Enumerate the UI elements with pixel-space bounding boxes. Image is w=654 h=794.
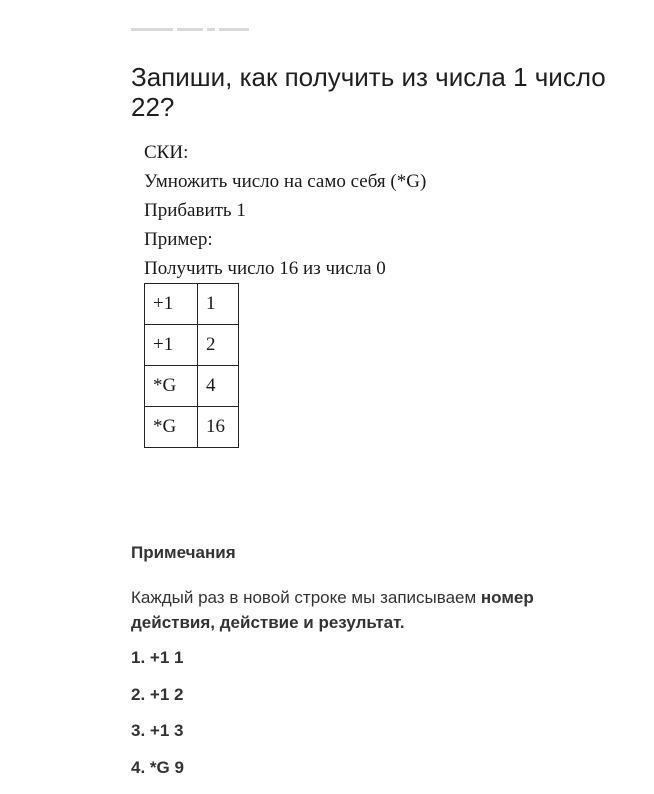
example-table — [144, 283, 239, 448]
table-row — [145, 366, 239, 407]
table-row — [145, 325, 239, 366]
table-cell-result: 1 — [198, 284, 239, 325]
scan-line-multiply: Умножить число на само себя (*G) — [144, 167, 426, 196]
table-cell-action: *G — [145, 366, 198, 407]
table-cell-action: +1 — [145, 325, 198, 366]
scan-line-task: Получить число 16 из числа 0 — [144, 254, 426, 283]
list-item: 3. +1 3 — [131, 721, 184, 758]
list-item: 2. +1 2 — [131, 685, 184, 722]
notes-heading: Примечания — [131, 543, 236, 563]
table-cell-result: 2 — [198, 325, 239, 366]
table-cell-result: 4 — [198, 366, 239, 407]
notes-text-bold: номер действия, действие и результат. — [131, 588, 534, 632]
list-item: 1. +1 1 — [131, 648, 184, 685]
list-item: 4. *G 9 — [131, 758, 184, 794]
scan-line-ski: СКИ: — [144, 138, 426, 167]
table-cell-result: 16 — [198, 407, 239, 448]
table-cell-action: +1 — [145, 284, 198, 325]
scan-line-add: Прибавить 1 — [144, 196, 426, 225]
scanned-task-image — [144, 138, 426, 448]
table-row — [145, 407, 239, 448]
notes-description — [131, 585, 591, 635]
steps-list — [131, 648, 184, 794]
table-cell-action: *G — [145, 407, 198, 448]
scan-line-example: Пример: — [144, 225, 426, 254]
notes-text-plain: Каждый раз в новой строке мы записываем — [131, 588, 481, 607]
table-row — [145, 284, 239, 325]
question-text: Запиши, как получить из числа 1 число 22? — [131, 62, 641, 122]
faded-header-remnant — [131, 28, 311, 34]
